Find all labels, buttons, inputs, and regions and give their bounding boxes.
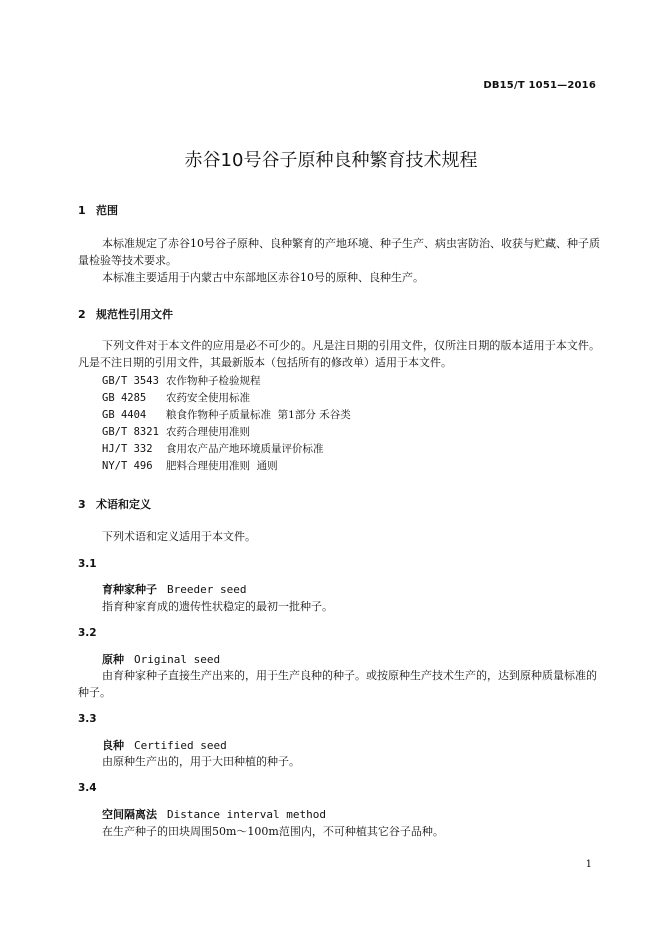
term-name-cn: 原种 bbox=[102, 653, 124, 666]
section-heading-scope bbox=[78, 202, 118, 218]
reference-code: GB 4285 bbox=[102, 392, 147, 404]
reference-title: 食用农产品产地环境质量评价标准 bbox=[166, 443, 324, 455]
section-title: 范围 bbox=[96, 204, 118, 217]
term-name-cn: 良种 bbox=[102, 739, 124, 752]
section-number: 2 bbox=[78, 308, 86, 321]
paragraph: 下列术语和定义适用于本文件。 bbox=[102, 530, 256, 543]
reference-title: 粮食作物种子质量标准 第1部分 禾谷类 bbox=[166, 409, 351, 421]
reference-row bbox=[102, 424, 250, 439]
reference-code: GB/T 3543 bbox=[102, 375, 159, 387]
section-number: 1 bbox=[78, 204, 86, 217]
term-number: 3.2 bbox=[78, 627, 97, 639]
reference-row bbox=[102, 441, 324, 456]
reference-row bbox=[102, 390, 250, 405]
reference-title: 肥料合理使用准则 通则 bbox=[166, 460, 278, 472]
section-title: 术语和定义 bbox=[96, 498, 151, 511]
reference-code: NY/T 496 bbox=[102, 460, 153, 472]
term-heading bbox=[102, 737, 227, 753]
paragraph: 本标准主要适用于内蒙古中东部地区赤谷10号的原种、良种生产。 bbox=[102, 271, 424, 284]
section-title: 规范性引用文件 bbox=[96, 308, 173, 321]
term-number: 3.3 bbox=[78, 713, 97, 725]
reference-title: 农作物种子检验规程 bbox=[166, 375, 261, 387]
term-name-en: Original seed bbox=[134, 653, 221, 666]
section-heading-terms-and-definitions bbox=[78, 496, 151, 512]
reference-title: 农药安全使用标准 bbox=[166, 392, 250, 404]
term-name-en: Distance interval method bbox=[167, 808, 326, 821]
reference-row bbox=[102, 373, 261, 388]
paragraph: 下列文件对于本文件的应用是必不可少的。凡是注日期的引用文件，仅所注日期的版本适用于本文件。凡是不注日期的引用文件，其最新版本（包括所有的修改单）适用于本文件。 bbox=[78, 339, 600, 369]
term-definition: 由原种生产出的，用于大田种植的种子。 bbox=[102, 755, 300, 768]
term-heading bbox=[102, 806, 326, 822]
section-heading-normative-references bbox=[78, 306, 173, 322]
term-heading bbox=[102, 581, 246, 597]
term-name-en: Certified seed bbox=[134, 739, 227, 752]
reference-row bbox=[102, 407, 351, 422]
reference-row bbox=[102, 458, 278, 473]
term-heading bbox=[102, 651, 220, 667]
reference-code: GB/T 8321 bbox=[102, 426, 159, 438]
term-number: 3.4 bbox=[78, 782, 97, 794]
term-name-cn: 育种家种子 bbox=[102, 583, 157, 596]
term-definition: 由育种家种子直接生产出来的，用于生产良种的种子。或按原种生产技术生产的，达到原种质量标准的种子。 bbox=[78, 669, 597, 699]
term-name-en: Breeder seed bbox=[167, 583, 247, 596]
term-definition: 指育种家育成的遗传性状稳定的最初一批种子。 bbox=[102, 600, 333, 613]
term-name-cn: 空间隔离法 bbox=[102, 808, 157, 821]
page-number: 1 bbox=[585, 859, 592, 870]
reference-code: HJ/T 332 bbox=[102, 443, 153, 455]
section-number: 3 bbox=[78, 498, 86, 511]
term-number: 3.1 bbox=[78, 558, 97, 570]
paragraph: 本标准规定了赤谷10号谷子原种、良种繁育的产地环境、种子生产、病虫害防治、收获与贮藏、种子质量检验等技术要求。 bbox=[78, 237, 600, 267]
term-definition: 在生产种子的田块周围50m～100m范围内，不可种植其它谷子品种。 bbox=[102, 825, 444, 838]
document-code: DB15/T 1051—2016 bbox=[483, 80, 596, 91]
reference-code: GB 4404 bbox=[102, 409, 147, 421]
reference-title: 农药合理使用准则 bbox=[166, 426, 250, 438]
document-title: 赤谷10号谷子原种良种繁育技术规程 bbox=[184, 150, 478, 171]
